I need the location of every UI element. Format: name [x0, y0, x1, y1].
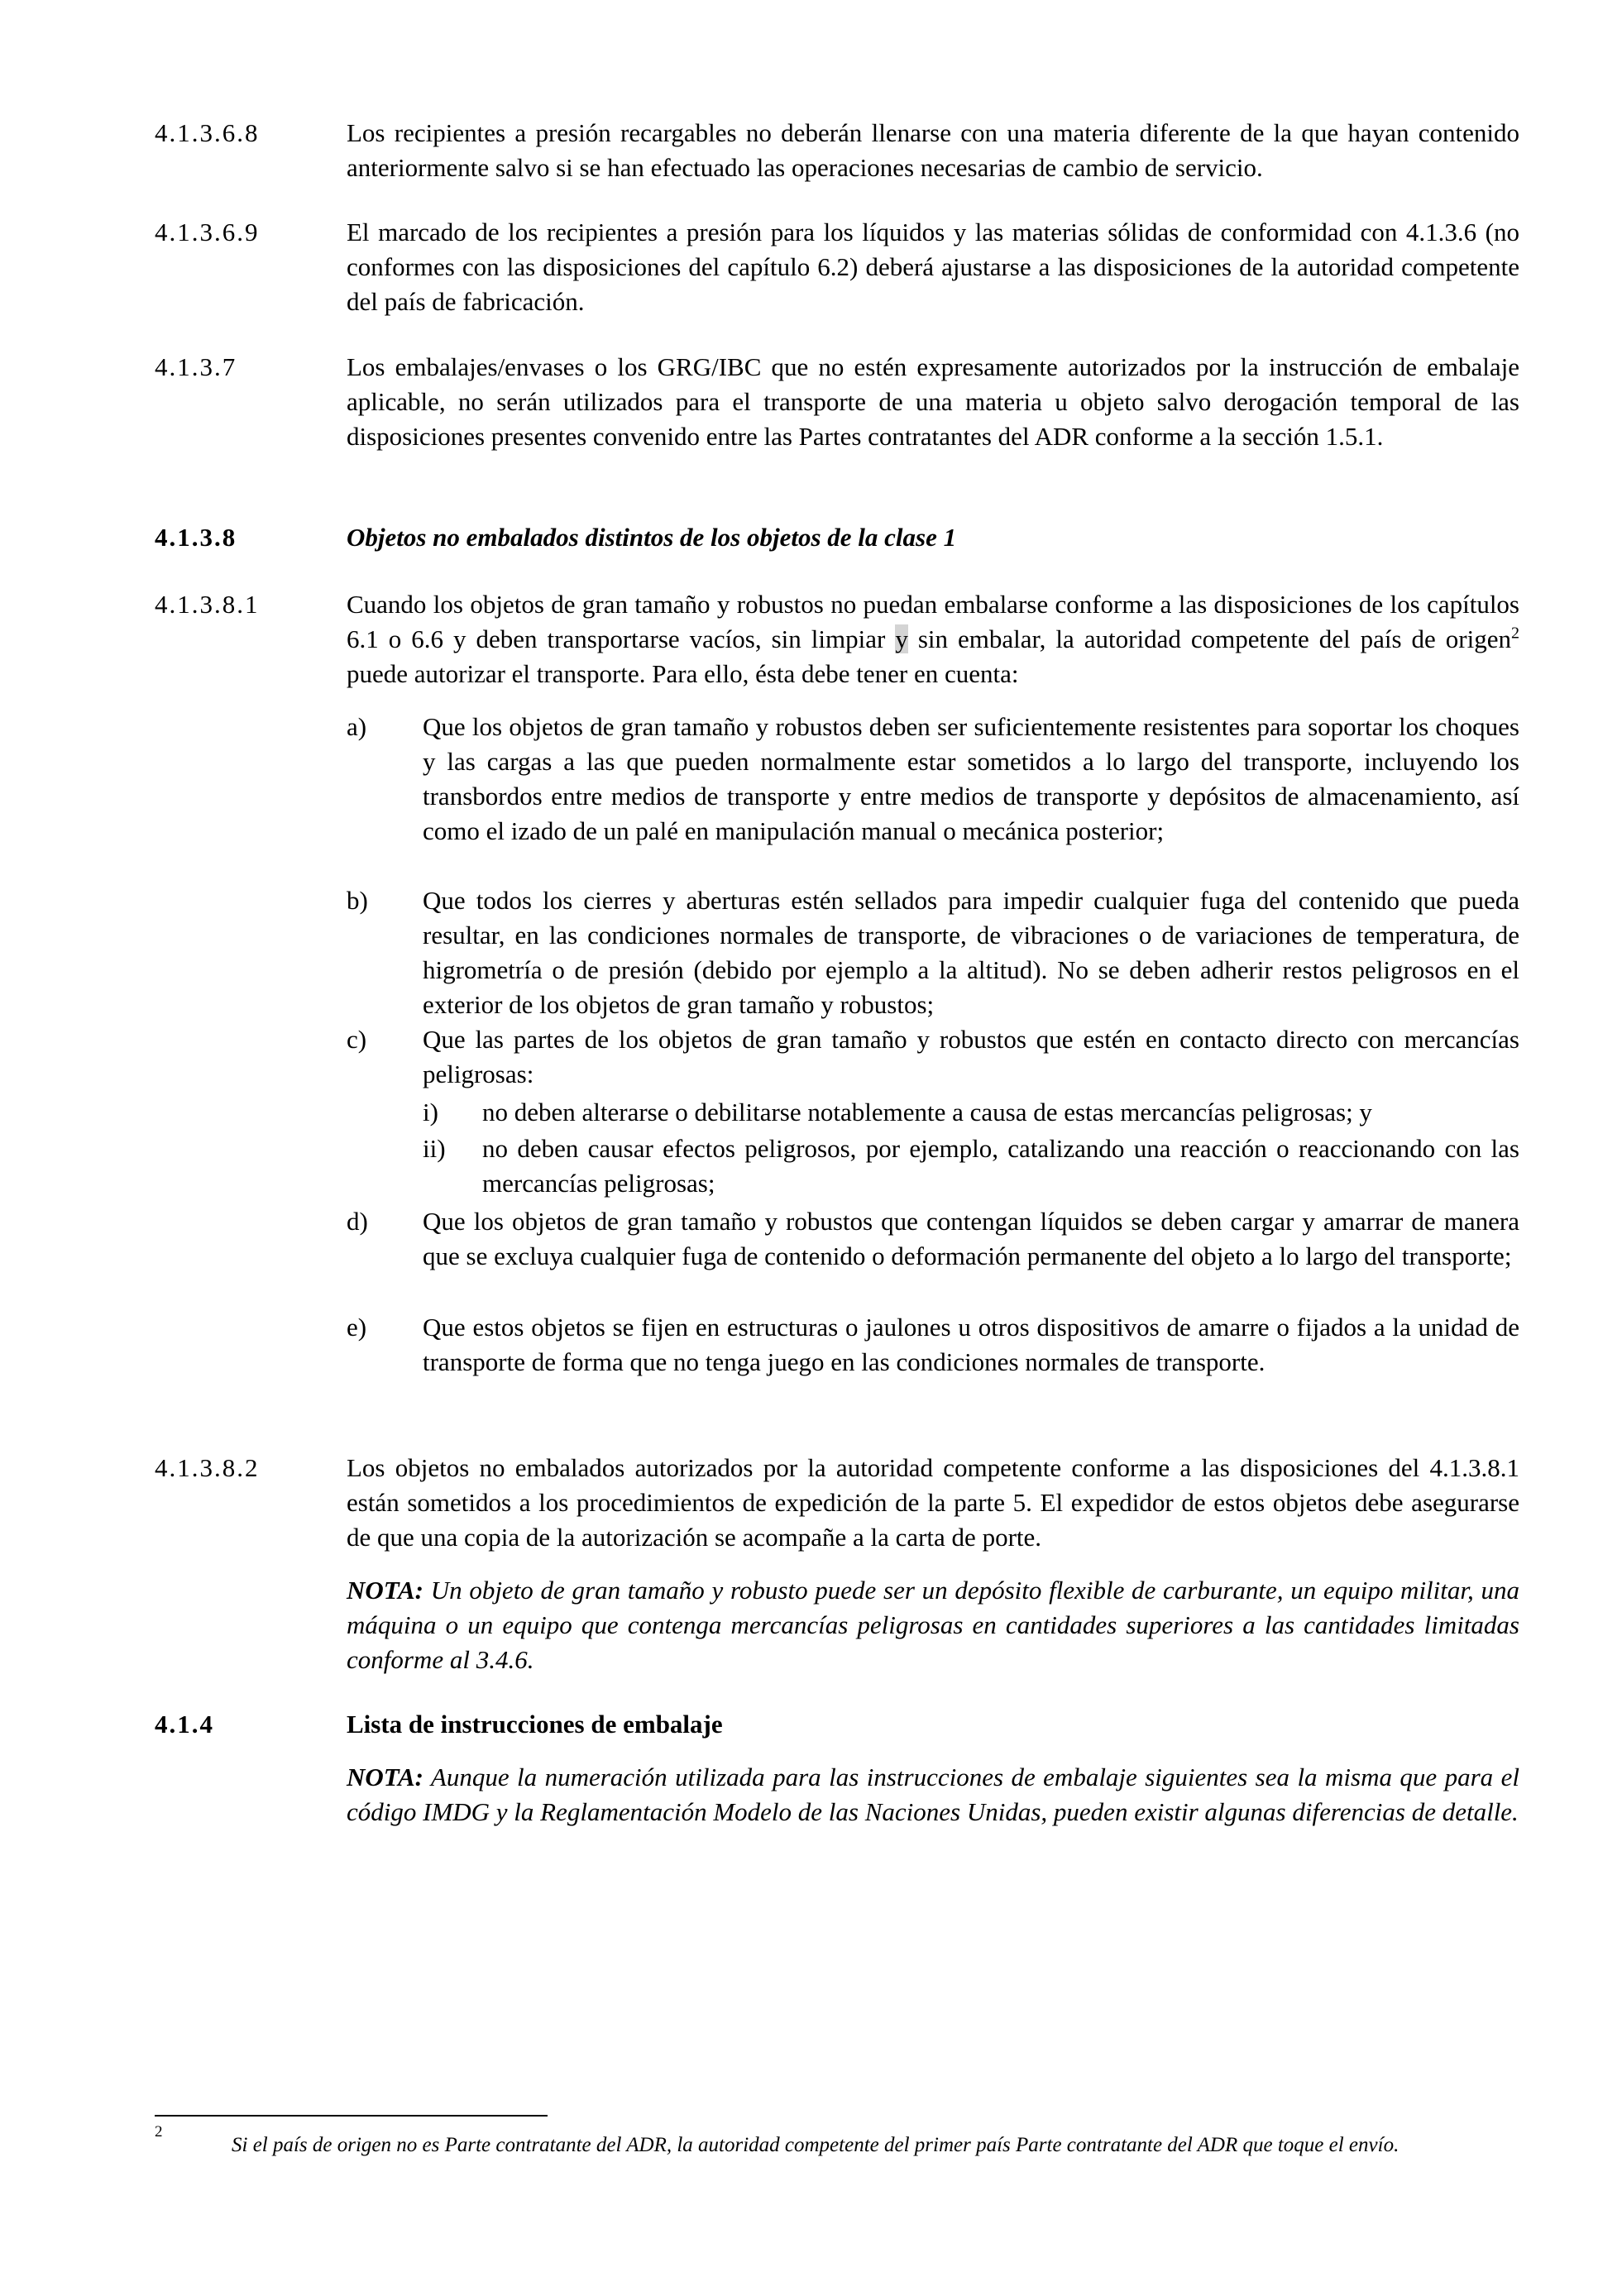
section-number: 4.1.3.7 [155, 352, 237, 381]
text-part: sin embalar, la autoridad competente del país de origen [907, 624, 1511, 653]
section-text: Los recipientes a presión recargables no deberán llenarse con una materia diferente de la que hayan contenido anteriormente salvo si se han efectuado las operaciones necesarias de cambio de servicio. [347, 118, 1519, 182]
section-text: El marcado de los recipientes a presión para los líquidos y las materias sólidas de conformidad con 4.1.3.6 (no conformes con las disposiciones del capítulo 6.2) deberá ajustarse a las disposiciones de la autoridad competente del país de fabricación. [347, 218, 1519, 316]
footnote-ref[interactable]: 2 [1511, 624, 1519, 643]
section-text: Los embalajes/envases o los GRG/IBC que no estén expresamente autorizados por la instrucción de embalaje aplicable, no serán utilizados para el transporte de una materia u objeto salvo derogación temporal de las disposiciones presentes convenido entre las Partes contratantes del ADR conforme a la sección 1.5.1. [347, 352, 1519, 451]
section-number: 4.1.3.6.8 [155, 118, 260, 147]
note-label: NOTA: [347, 1763, 423, 1791]
item-label: i) [423, 1098, 438, 1126]
item-text: no deben alterarse o debilitarse notablemente a causa de estas mercancías peligrosas; y [482, 1098, 1372, 1126]
section-title: Objetos no embalados distintos de los objetos de la clase 1 [347, 523, 957, 552]
section-text [347, 587, 1519, 691]
item-label: b) [347, 886, 368, 915]
note-label: NOTA: [347, 1576, 423, 1605]
text-part: Cuando los objetos de gran tamaño y robustos no puedan embalarse conforme a las disposiciones de los capítulos 6.1 o 6.6 y deben transportarse vacíos, sin limpiar [347, 590, 1519, 653]
note-text: Aunque la numeración utilizada para las instrucciones de embalaje siguientes sea la misma que para el código IMDG y la Reglamentación Modelo de las Naciones Unidas, pueden existir algunas diferencias de detalle. [347, 1763, 1519, 1826]
section-title: Lista de instrucciones de embalaje [347, 1710, 723, 1739]
section-number: 4.1.3.8.2 [155, 1453, 260, 1482]
highlighted-word: y [895, 624, 908, 653]
note [347, 1760, 1519, 1830]
section-number: 4.1.3.6.9 [155, 218, 260, 246]
item-text: Que los objetos de gran tamaño y robustos que contengan líquidos se deben cargar y amarrar de manera que se excluya cualquier fuga de contenido o deformación permanente del objeto a lo largo del transporte; [423, 1207, 1519, 1270]
item-label: ii) [423, 1134, 446, 1163]
section-number: 4.1.4 [155, 1710, 214, 1739]
item-text: Que todos los cierres y aberturas estén sellados para impedir cualquier fuga del contenido que pueda resultar, en las condiciones normales de transporte, de vibraciones o de variaciones de temperatura, de higrometría o de presión (debido por ejemplo a la altitud). No se deben adherir restos peligrosos en el exterior de los objetos de gran tamaño y robustos; [423, 886, 1519, 1019]
item-text: no deben causar efectos peligrosos, por ejemplo, catalizando una reacción o reaccionando con las mercancías peligrosas; [482, 1134, 1519, 1198]
section-text: Los objetos no embalados autorizados por la autoridad competente conforme a las disposiciones del 4.1.3.8.1 están sometidos a los procedimientos de expedición de la parte 5. El expedidor de estos objetos debe asegurarse de que una copia de la autorización se acompañe a la carta de porte. [347, 1453, 1519, 1552]
note [347, 1573, 1519, 1677]
footnote-text: Si el país de origen no es Parte contratante del ADR, la autoridad competente del primer país Parte contratante del ADR que toque el envío. [232, 2134, 1400, 2156]
item-label: c) [347, 1025, 367, 1054]
note-text: Un objeto de gran tamaño y robusto puede ser un depósito flexible de carburante, un equipo militar, una máquina o un equipo que contenga mercancías peligrosas en cantidades superiores a las cantidades limitadas conforme al 3.4.6. [347, 1576, 1519, 1674]
section-number: 4.1.3.8.1 [155, 590, 260, 619]
item-label: d) [347, 1207, 368, 1236]
text-part: puede autorizar el transporte. Para ello, ésta debe tener en cuenta: [347, 659, 1019, 688]
section-number: 4.1.3.8 [155, 523, 237, 552]
item-text: Que los objetos de gran tamaño y robustos deben ser suficientemente resistentes para soportar los choques y las cargas a las que pueden normalmente estar sometidos a lo largo del transporte, incluyendo los transbordos entre medios de transporte y entre medios de transporte y depósitos de almacenamiento, así como el izado de un palé en manipulación manual o mecánica posterior; [423, 712, 1519, 845]
item-label: e) [347, 1313, 367, 1342]
item-text: Que estos objetos se fijen en estructuras o jaulones u otros dispositivos de amarre o fijados a la unidad de transporte de forma que no tenga juego en las condiciones normales de transporte. [423, 1313, 1519, 1376]
footnote-number: 2 [155, 2123, 163, 2141]
footnote-separator [155, 2115, 548, 2117]
item-label: a) [347, 712, 367, 741]
item-text: Que las partes de los objetos de gran tamaño y robustos que estén en contacto directo con mercancías peligrosas: [423, 1025, 1519, 1088]
